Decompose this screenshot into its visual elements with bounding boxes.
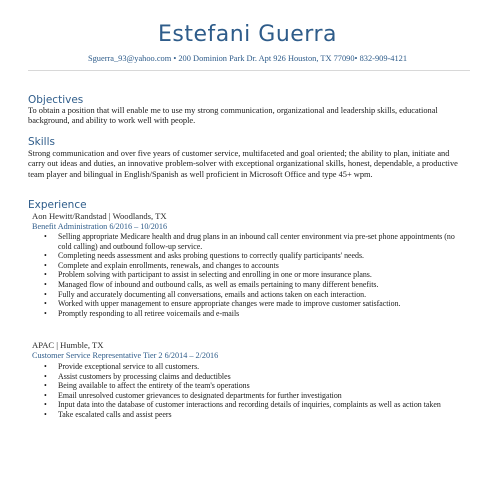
job-employer: Aon Hewitt/Randstad | Woodlands, TX	[32, 211, 167, 221]
job-duties-list	[42, 232, 460, 318]
list-item: • Completing needs assessment and asks probing questions to correctly qualify participants' needs.	[42, 251, 460, 261]
candidate-name: Estefani Guerra	[157, 22, 337, 47]
list-item: • Provide exceptional service to all customers.	[42, 362, 460, 372]
contact-line: Sguerra_93@yahoo.com • 200 Dominion Park Dr. Apt 926 Houston, TX 77090• 832-909-4121	[87, 54, 408, 63]
list-item: • Assist customers by processing claims and deductibles	[42, 372, 460, 382]
list-item: • Managed flow of inbound and outbound calls, as well as emails pertaining to many different benefits.	[42, 280, 460, 290]
list-item: • Input data into the database of customer interactions and recording details of inquiries, complaints as well as action taken	[42, 400, 460, 410]
list-item: • Complete and explain enrollments, renewals, and changes to accounts	[42, 261, 460, 271]
skills-text: Strong communication and over five years of customer service, multifaceted and goal oriented; the ability to plan, initiate and carry out ideas and duties, an innovative problem-solver with exceptional organizational skills, honest, dependable, a productive team player and bilingual in English/Spanish as well proficient in Microsoft Office and type 45+ wpm.	[28, 149, 458, 179]
objectives-heading: Objectives	[28, 94, 84, 106]
experience-heading: Experience	[28, 199, 87, 211]
list-item: • Being available to affect the entirety of the team's operations	[42, 381, 460, 391]
objectives-text: To obtain a position that will enable me to use my strong communication, organizational and leadership skills, educational background, and ability to work well with people.	[28, 106, 438, 126]
job-employer: APAC | Humble, TX	[32, 340, 104, 350]
list-item: • Fully and accurately documenting all conversations, emails and actions taken on each interaction.	[42, 290, 460, 300]
list-item: • Selling appropriate Medicare health and drug plans in an inbound call center environment via pre-set phone appointments (no cold calling) and outbound follow-up service.	[42, 232, 460, 251]
header-divider	[28, 70, 470, 71]
job-title: Benefit Administration 6/2016 – 10/2016	[32, 222, 168, 231]
list-item: • Worked with upper management to ensure appropriate changes were made to improve customer satisfaction.	[42, 299, 460, 309]
list-item: • Problem solving with participant to assist in selecting and enrolling in one or more insurance plans.	[42, 270, 460, 280]
list-item: • Take escalated calls and assist peers	[42, 410, 460, 420]
job-title: Customer Service Representative Tier 2 6/2014 – 2/2016	[32, 351, 219, 360]
list-item: • Email unresolved customer grievances to designated departments for further investigation	[42, 391, 460, 401]
list-item: • Promptly responding to all retiree voicemails and e-mails	[42, 309, 460, 319]
skills-heading: Skills	[28, 136, 55, 148]
job-duties-list	[42, 362, 460, 420]
